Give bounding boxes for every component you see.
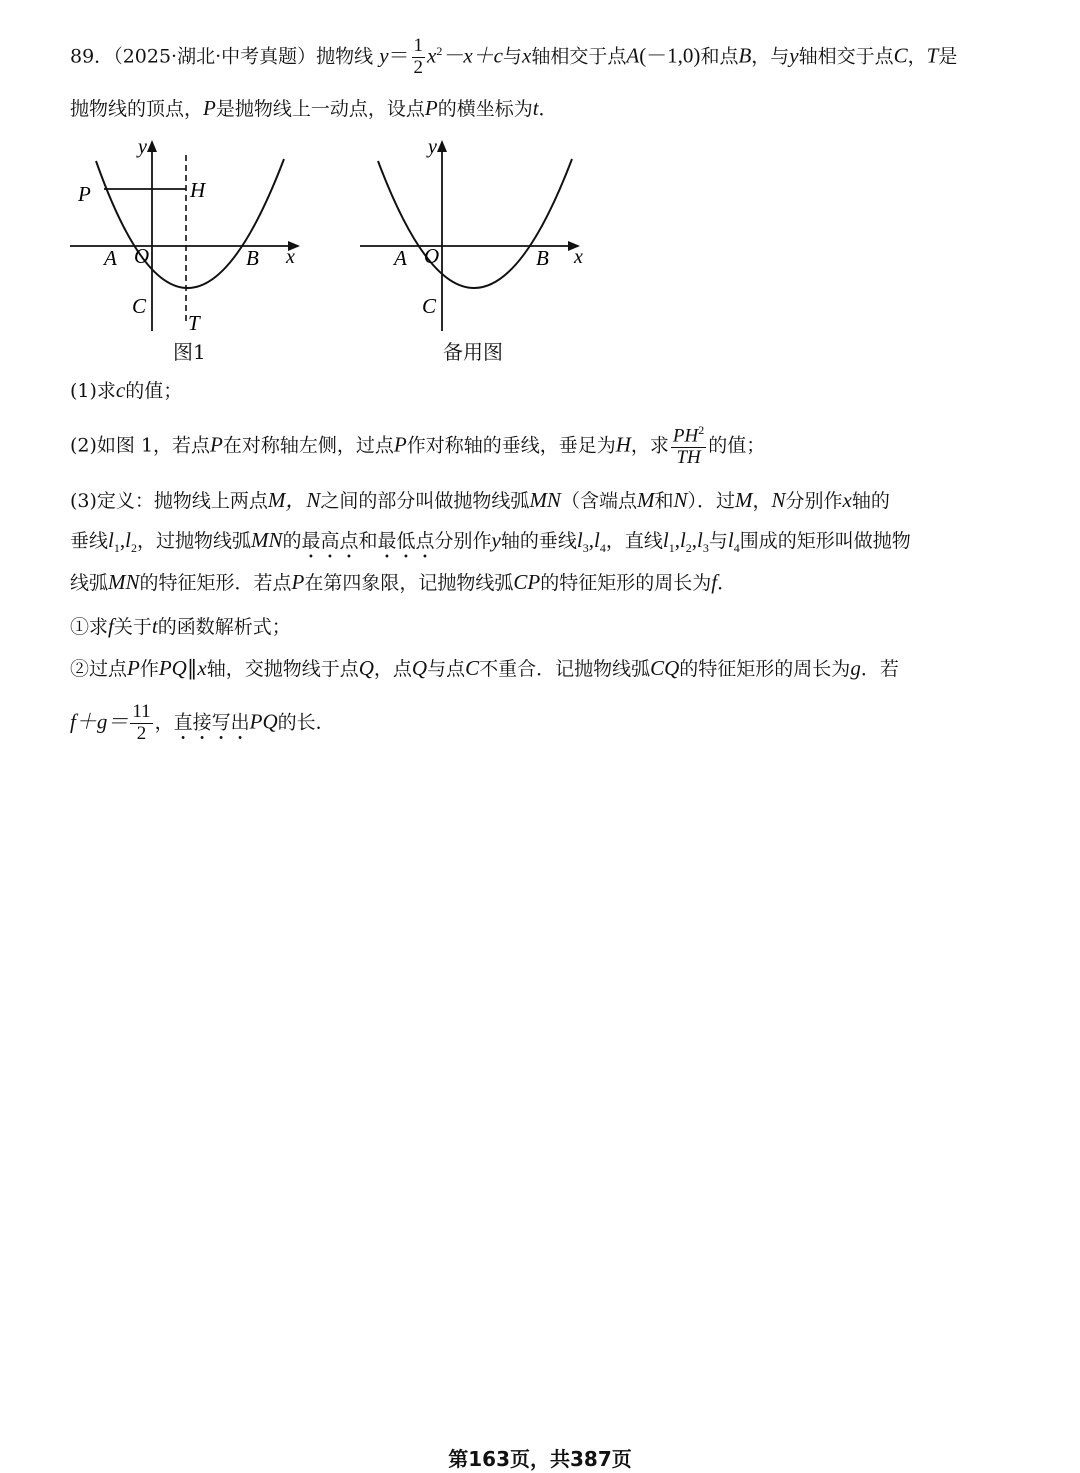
label-x: x xyxy=(574,246,583,268)
problem-line-2 xyxy=(70,96,558,121)
math-sub: 2 xyxy=(685,540,692,555)
text: 抛物线的顶点， xyxy=(70,98,204,120)
point-Q: Q xyxy=(411,656,428,680)
label-P: P xyxy=(78,182,91,206)
text: (2)如图 1，若点 xyxy=(70,434,211,457)
math-sub: 3 xyxy=(582,540,589,555)
y-axis-arrow xyxy=(437,140,447,152)
part-3-line-2 xyxy=(70,528,911,563)
text: 线弧 xyxy=(70,572,109,594)
math-sup: 2 xyxy=(436,44,443,59)
text: ，点 xyxy=(373,658,412,680)
text: 轴相交于点 xyxy=(798,45,894,68)
text: ， xyxy=(752,490,772,512)
math-equals: ＝ xyxy=(388,43,410,68)
sub-question-2-line-1 xyxy=(70,656,899,681)
text: 和 xyxy=(654,490,674,512)
problem-line-1 xyxy=(70,36,957,79)
math-c: c xyxy=(115,378,126,402)
text: ， xyxy=(154,711,174,734)
figure-backup xyxy=(350,135,600,335)
text: 分别作 xyxy=(434,530,492,552)
math-parallel: ∥ xyxy=(186,656,198,680)
text: 是 xyxy=(938,45,958,68)
frac-num: 1 xyxy=(413,35,424,56)
text: 作 xyxy=(139,658,159,680)
label-A: A xyxy=(394,246,407,270)
math-y: y xyxy=(379,43,389,68)
text: 与 xyxy=(708,530,728,552)
math-x: x xyxy=(197,656,207,680)
point-P: P xyxy=(127,656,140,680)
fraction-one-half xyxy=(412,36,426,79)
math-PQ: PQ xyxy=(249,709,278,734)
math-l: l xyxy=(697,528,703,552)
emphasis-lowest-point: 最低点 xyxy=(377,530,435,552)
frac-den: 2 xyxy=(413,56,424,78)
text: 的值； xyxy=(708,434,766,457)
math-l: l xyxy=(679,528,686,552)
label-T: T xyxy=(188,311,200,335)
label-B: B xyxy=(246,246,259,270)
math-x: x xyxy=(427,43,437,68)
text: 在第四象限，记抛物线弧 xyxy=(304,572,514,594)
math-l: l xyxy=(125,528,131,552)
text: ）．过 xyxy=(687,490,735,512)
math-sub: 3 xyxy=(702,540,709,555)
label-A: A xyxy=(104,246,117,270)
math-y: y xyxy=(491,528,501,552)
text: 的特征矩形的周长为 xyxy=(679,658,851,680)
text: (1)求 xyxy=(70,380,116,402)
text: ①求 xyxy=(70,616,109,638)
text: (3)定义：抛物线上两点 xyxy=(70,490,268,512)
math-CQ: CQ xyxy=(650,656,680,680)
text: 轴相交于点 xyxy=(531,45,627,68)
text: 与点 xyxy=(427,658,466,680)
text: ，过抛物线弧 xyxy=(136,530,251,552)
part-3-line-1 xyxy=(70,488,890,513)
problem-number: 89． xyxy=(70,45,114,68)
problem-source: （2025·湖北·中考真题） xyxy=(113,45,317,68)
text: 轴的 xyxy=(851,490,890,512)
figure-backup-caption: 备用图 xyxy=(443,340,503,364)
frac-den: 2 xyxy=(136,722,147,744)
math-M: M xyxy=(636,488,655,512)
math-t: t xyxy=(151,614,158,638)
math-l: l xyxy=(108,528,114,552)
math-MN: M，N xyxy=(267,488,321,512)
part-1 xyxy=(70,378,182,403)
text: 分别作 xyxy=(785,490,843,512)
text: 在对称轴左侧，过点 xyxy=(222,434,394,457)
y-axis-arrow xyxy=(147,140,157,152)
label-O: O xyxy=(134,244,150,268)
text: 和 xyxy=(358,530,378,552)
math-N: N xyxy=(673,488,688,512)
point-P: P xyxy=(424,96,438,120)
point-A: A xyxy=(626,43,640,68)
math-f: f xyxy=(108,614,114,638)
math-MN: MN xyxy=(108,570,140,594)
text: 和点 xyxy=(700,45,739,68)
math-M: M xyxy=(735,488,753,512)
math-expr: －x＋c xyxy=(442,43,503,68)
text: （含端点 xyxy=(560,490,637,512)
math-l: l xyxy=(576,528,583,552)
label-C: C xyxy=(422,294,437,318)
text: 的 xyxy=(282,530,302,552)
text: ． xyxy=(717,572,737,594)
figure-1-caption: 图1 xyxy=(173,340,206,364)
emphasis-direct-write: 直接写出 xyxy=(173,711,250,734)
text: 与 xyxy=(503,45,523,68)
label-C: C xyxy=(132,294,147,318)
math-x: x xyxy=(842,488,852,512)
text: ②过点 xyxy=(70,658,128,680)
math-l: l xyxy=(662,528,669,552)
point-P: P xyxy=(210,432,223,457)
text: 的函数解析式； xyxy=(157,616,291,638)
fraction-11-2 xyxy=(130,702,152,745)
frac-num-text: PH xyxy=(672,425,699,447)
label-y: y xyxy=(428,136,437,158)
point-H: H xyxy=(615,432,631,457)
fraction-PH2-TH xyxy=(671,424,706,469)
point-P: P xyxy=(203,96,216,120)
point-C: C xyxy=(893,43,908,68)
point-B: B xyxy=(738,43,752,68)
part-3-line-3 xyxy=(70,570,736,595)
page-footer: 第163页，共387页 xyxy=(448,1447,632,1471)
text: ， xyxy=(907,45,927,68)
text: 之间的部分叫做抛物线弧 xyxy=(320,490,530,512)
text: 作对称轴的垂线，垂足为 xyxy=(406,434,616,457)
math-g: g xyxy=(850,656,861,680)
label-O: O xyxy=(424,244,440,268)
math-comma: , xyxy=(119,528,126,552)
text: ，与 xyxy=(751,45,790,68)
emphasis-highest-point: 最高点 xyxy=(301,530,359,552)
math-MN: MN xyxy=(250,528,283,552)
text: 的特征矩形．若点 xyxy=(139,572,292,594)
math-CP: CP xyxy=(513,570,541,594)
text: ．若 xyxy=(860,658,899,680)
math-y: y xyxy=(789,43,799,68)
text: 抛物线 xyxy=(316,45,374,68)
math-sub: 4 xyxy=(599,540,606,555)
part-2 xyxy=(70,424,765,469)
math-sub: 1 xyxy=(113,540,120,555)
text: ． xyxy=(538,98,558,120)
text: 轴的垂线 xyxy=(500,530,577,552)
math-x: x xyxy=(522,43,532,68)
label-y: y xyxy=(138,136,147,158)
label-B: B xyxy=(536,246,549,270)
text: 是抛物线上一动点，设点 xyxy=(215,98,425,120)
text: 轴，交抛物线于点 xyxy=(206,658,359,680)
math-comma: , xyxy=(674,528,680,552)
math-l: l xyxy=(593,528,600,552)
math-f-plus-g: f＋g＝ xyxy=(70,709,129,734)
math-MN: MN xyxy=(529,488,561,512)
math-sub: 1 xyxy=(668,540,675,555)
frac-num: 11 xyxy=(132,701,151,722)
text: ，直线 xyxy=(605,530,663,552)
math-sup: 2 xyxy=(698,423,705,437)
math-t: t xyxy=(532,96,539,120)
point-C: C xyxy=(465,656,480,680)
math-comma: , xyxy=(691,528,698,552)
text: 的横坐标为 xyxy=(437,98,533,120)
point-T: T xyxy=(926,43,939,68)
text: 垂线 xyxy=(70,530,109,552)
math-comma: , xyxy=(588,528,594,552)
text: 的长． xyxy=(277,711,335,734)
math-sub: 2 xyxy=(130,540,137,555)
label-H: H xyxy=(190,178,206,202)
math-f: f xyxy=(711,570,718,594)
text: 的特征矩形的周长为 xyxy=(540,572,712,594)
text: 不重合．记抛物线弧 xyxy=(479,658,651,680)
coord-A: (－1,0) xyxy=(639,43,701,68)
point-P: P xyxy=(393,432,407,457)
text: 关于 xyxy=(113,616,152,638)
label-x: x xyxy=(286,246,295,268)
text: ，求 xyxy=(630,434,669,457)
math-PQ: PQ xyxy=(158,656,187,680)
text: 的值； xyxy=(125,380,183,402)
point-P: P xyxy=(291,570,305,594)
sub-question-1 xyxy=(70,614,291,639)
sub-question-2-line-2 xyxy=(70,702,335,745)
text: 围成的矩形叫做抛物 xyxy=(739,530,911,552)
math-N: N xyxy=(771,488,786,512)
math-l: l xyxy=(727,528,734,552)
figure-1 xyxy=(60,135,310,335)
frac-den: TH xyxy=(676,447,701,469)
frac-num xyxy=(671,424,706,448)
point-Q: Q xyxy=(358,656,374,680)
math-sub: 4 xyxy=(733,540,740,555)
